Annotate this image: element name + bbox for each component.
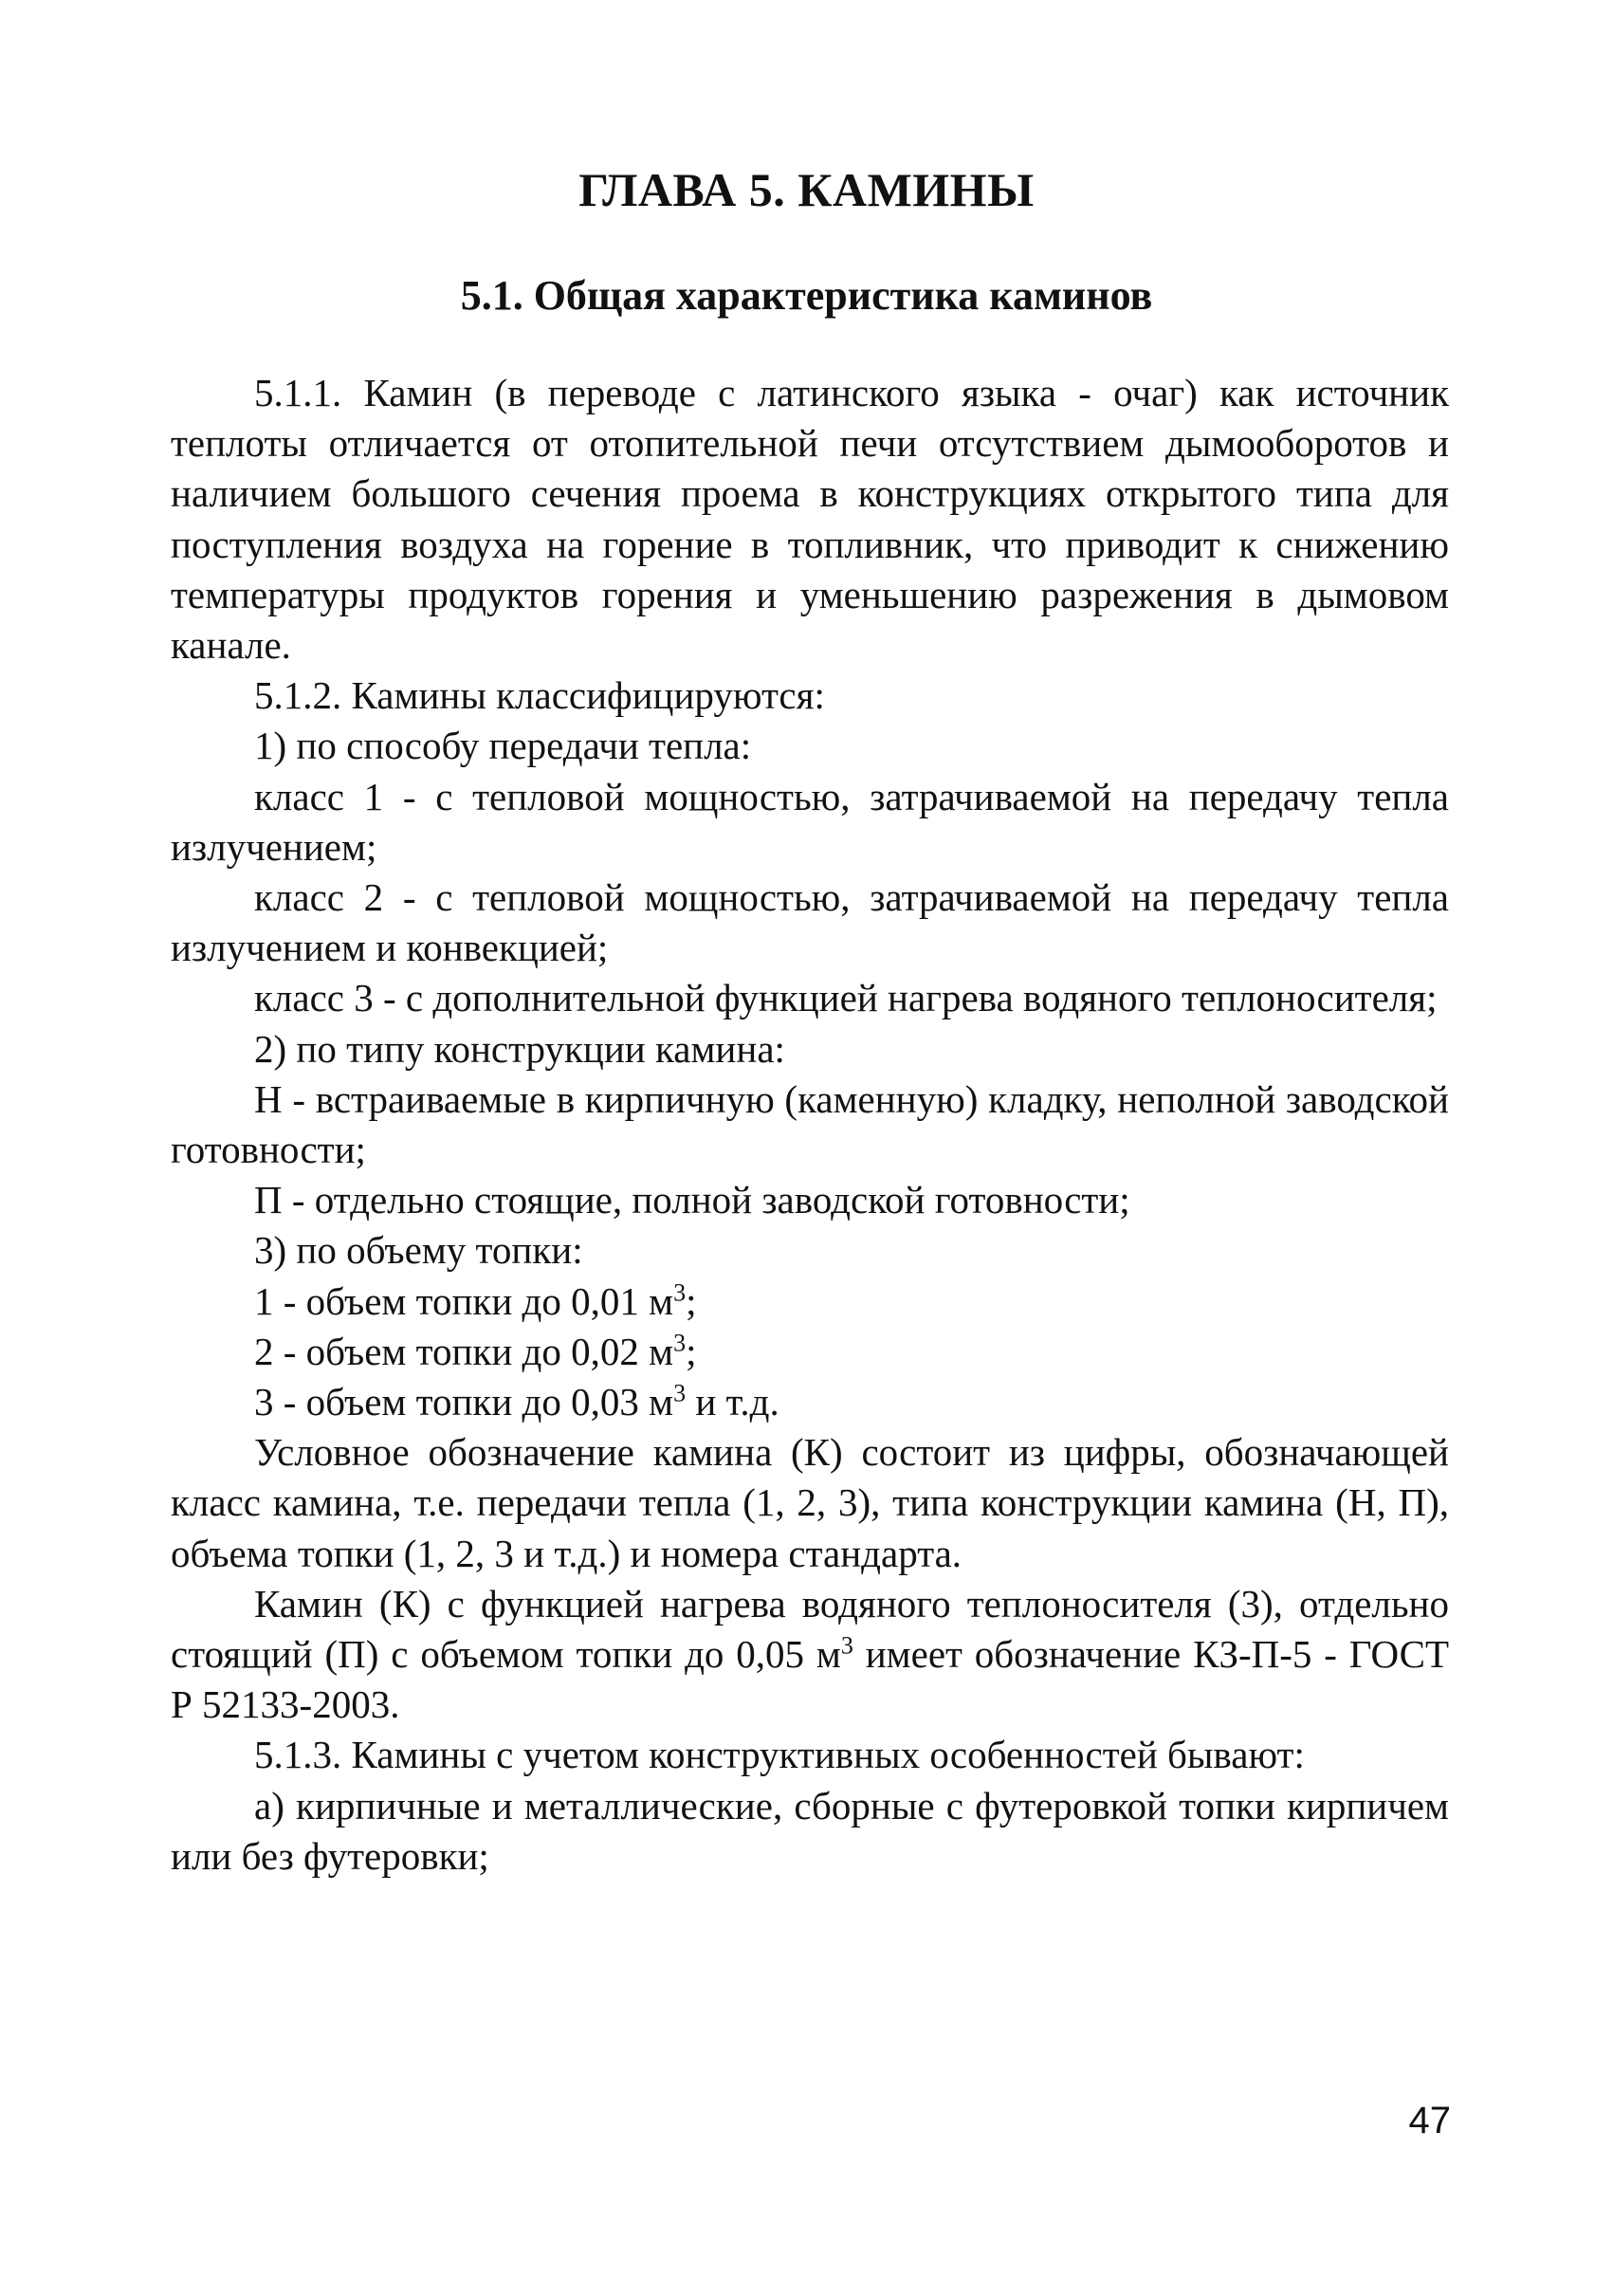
volume-1-text: 1 - объем топки до 0,01 м [254,1278,674,1323]
cube-superscript: 3 [673,1329,687,1357]
list-heading-heat-transfer: 1) по способу передачи тепла: [254,724,752,768]
volume-1-tail: ; [686,1278,697,1323]
list-heading-volume: 3) по объему топки: [254,1228,583,1273]
cube-superscript: 3 [673,1278,687,1306]
list-item-volume-3 [171,1377,1449,1427]
cube-superscript: 3 [840,1631,853,1660]
list-item-class-2: класс 2 - с тепловой мощностью, затрачиваемой на передачу тепла излучением и конвекцией; [171,875,1449,970]
paragraph-5-1-3: 5.1.3. Камины с учетом конструктивных особенностей бывают: [254,1733,1305,1777]
volume-2-text: 2 - объем топки до 0,02 м [254,1329,674,1373]
volume-2-tail: ; [686,1329,697,1373]
volume-3-tail: и т.д. [686,1380,779,1424]
list-item-5-1-3-a: а) кирпичные и металлические, сборные с футеровкой топки кирпичем или без футеровки; [171,1783,1449,1878]
list-heading-construction: 2) по типу конструкции камина: [254,1026,785,1071]
list-item-volume-1 [171,1277,1449,1327]
list-item-class-1: класс 1 - с тепловой мощностью, затрачиваемой на передачу тепла излучением; [171,774,1449,869]
example-text-after: имеет обозначение КЗ-П-5 - ГОСТ Р 52133-2003. [171,1632,1449,1727]
list-item-class-3: класс 3 - с дополнительной функцией нагрева водяного теплоносителя; [254,976,1438,1020]
list-item-type-p: П - отдельно стоящие, полной заводской готовности; [254,1178,1130,1222]
page-number: 47 [1408,2100,1451,2141]
cube-superscript: 3 [673,1379,687,1407]
paragraph-5-1-2: 5.1.2. Камины классифицируются: [254,673,825,718]
paragraph-designation: Условное обозначение камина (К) состоит из цифры, обозначающей класс камина, т.е. передачи тепла (1, 2, 3), типа конструкции камина (Н, П), объема топки (1, 2, 3 и т.д.) и номера стандарта. [171,1430,1449,1575]
list-item-volume-2 [171,1327,1449,1377]
list-item-type-h: Н - встраиваемые в кирпичную (каменную) кладку, неполной заводской готовности; [171,1076,1449,1172]
example-text-before: Камин (К) с функцией нагрева водяного теплоносителя (3), отдельно стоящий (П) с объемом топки до 0,05 м [171,1581,1449,1677]
paragraph-example [171,1579,1449,1731]
chapter-title: ГЛАВА 5. КАМИНЫ [578,163,1035,216]
volume-3-text: 3 - объем топки до 0,03 м [254,1380,674,1424]
section-title: 5.1. Общая характеристика каминов [460,272,1153,319]
body-text [171,368,1449,1882]
paragraph-5-1-1: 5.1.1. Камин (в переводе с латинского языка - очаг) как источник теплоты отличается от отопительной печи отсутствием дымооборотов и наличием большого сечения проема в конструкциях открытого типа для поступления воздуха на горение в топливник, что приводит к снижению температуры продуктов горения и уменьшению разрежения в дымовом канале. [171,371,1449,668]
